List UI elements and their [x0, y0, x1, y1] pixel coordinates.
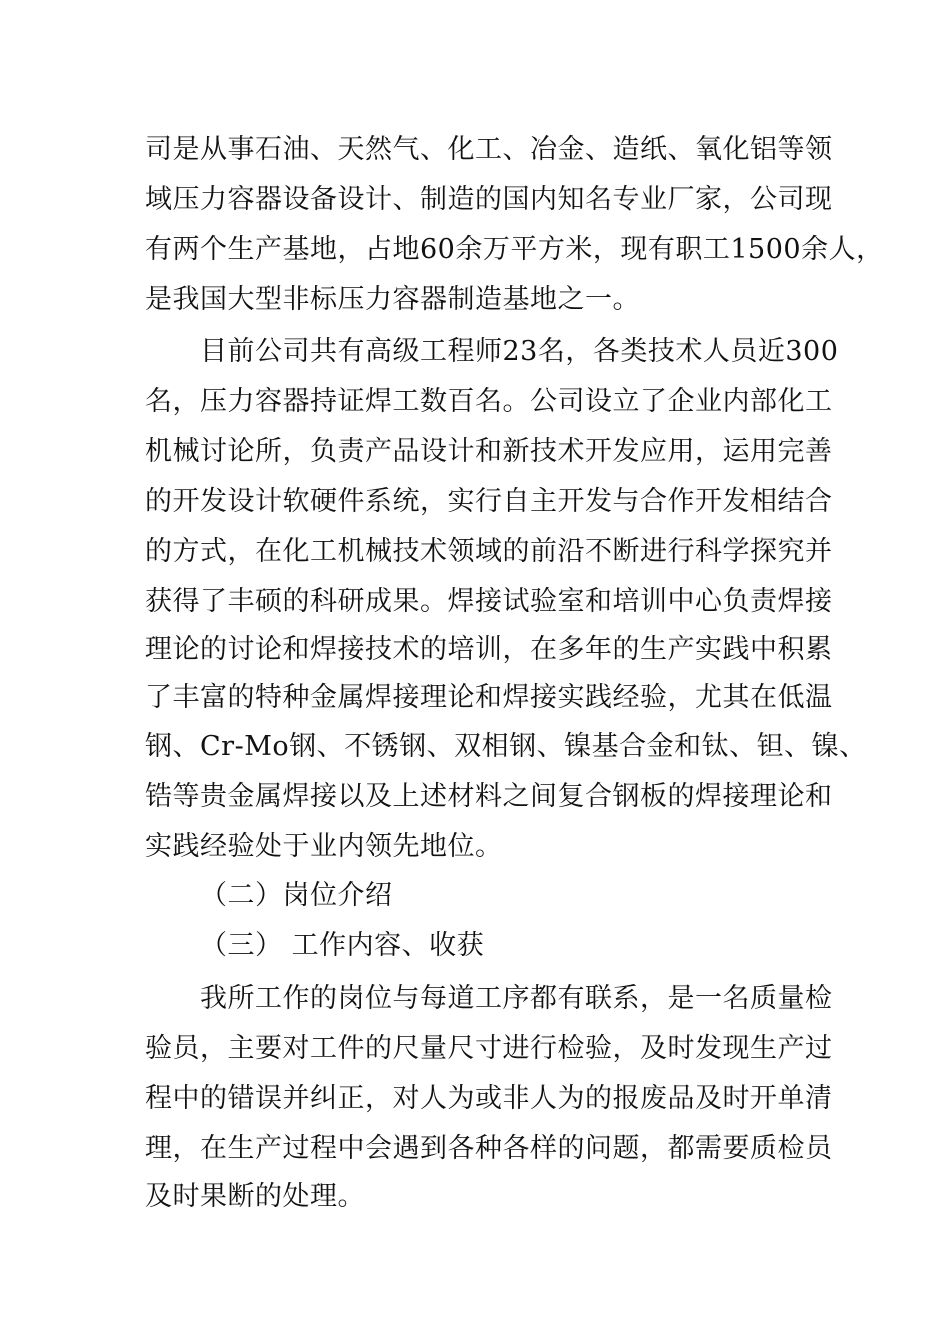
paragraph-line: 司是从事石油、天然气、化工、冶金、造纸、氧化铝等领 [145, 134, 833, 165]
paragraph-line: 我所工作的岗位与每道工序都有联系，是一名质量检 [200, 983, 833, 1014]
paragraph-line: 的方式，在化工机械技术领域的前沿不断进行科学探究并 [145, 536, 833, 567]
paragraph-line: 的开发设计软硬件系统，实行自主开发与合作开发相结合 [145, 486, 833, 517]
paragraph-line: 目前公司共有高级工程师23名，各类技术人员近300 [200, 336, 839, 367]
paragraph-line: 钢、Cr-Mo钢、不锈钢、双相钢、镍基合金和钛、钽、镍、 [145, 731, 867, 762]
paragraph-line: 域压力容器设备设计、制造的国内知名专业厂家，公司现 [145, 184, 833, 215]
paragraph-line: 了丰富的特种金属焊接理论和焊接实践经验，尤其在低温 [145, 682, 833, 713]
paragraph-line: 有两个生产基地，占地60余万平方米，现有职工1500余人， [145, 234, 884, 265]
paragraph-line: 机械讨论所，负责产品设计和新技术开发应用，运用完善 [145, 436, 833, 467]
section-heading: （二）岗位介绍 [200, 880, 393, 911]
paragraph-line: 验员，主要对工件的尺量尺寸进行检验，及时发现生产过 [145, 1033, 833, 1064]
paragraph-line: 是我国大型非标压力容器制造基地之一。 [145, 284, 640, 315]
paragraph-line: 理，在生产过程中会遇到各种各样的问题，都需要质检员 [145, 1133, 833, 1164]
paragraph-line: 理论的讨论和焊接技术的培训，在多年的生产实践中积累 [145, 634, 833, 665]
section-heading: （三） 工作内容、收获 [200, 930, 485, 961]
paragraph-line: 获得了丰硕的科研成果。焊接试验室和培训中心负责焊接 [145, 586, 833, 617]
paragraph-line: 实践经验处于业内领先地位。 [145, 831, 503, 862]
paragraph-line: 程中的错误并纠正，对人为或非人为的报废品及时开单清 [145, 1083, 833, 1114]
paragraph-line: 锆等贵金属焊接以及上述材料之间复合钢板的焊接理论和 [145, 781, 833, 812]
paragraph-line: 及时果断的处理。 [145, 1181, 365, 1212]
paragraph-line: 名，压力容器持证焊工数百名。公司设立了企业内部化工 [145, 386, 833, 417]
